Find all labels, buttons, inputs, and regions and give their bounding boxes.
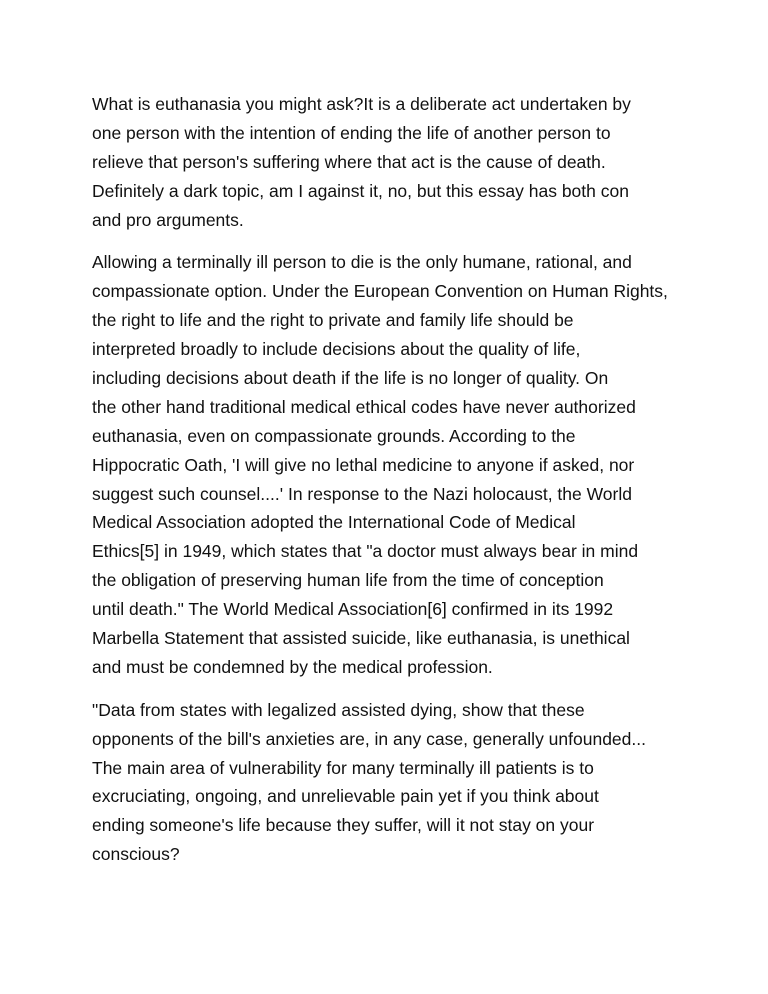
text-line: opponents of the bill's anxieties are, in any case, generally unfounded... bbox=[92, 728, 646, 749]
text-line: and must be condemned by the medical profession. bbox=[92, 656, 493, 677]
text-line: "Data from states with legalized assisted dying, show that these bbox=[92, 699, 585, 720]
text-line: The main area of vulnerability for many terminally ill patients is to bbox=[92, 757, 594, 778]
text-line: Ethics[5] in 1949, which states that "a doctor must always bear in mind bbox=[92, 541, 639, 562]
paragraph bbox=[92, 90, 668, 234]
text-line: and pro arguments. bbox=[92, 209, 244, 230]
text-line: excruciating, ongoing, and unrelievable pain yet if you think about bbox=[92, 786, 599, 807]
text-line: interpreted broadly to include decisions about the quality of life, bbox=[92, 339, 581, 360]
text-line: ending someone's life because they suffer, will it not stay on your bbox=[92, 815, 595, 836]
text-line: including decisions about death if the life is no longer of quality. On bbox=[92, 368, 609, 389]
text-line: one person with the intention of ending the life of another person to bbox=[92, 122, 611, 143]
paragraph bbox=[92, 696, 668, 869]
paragraph bbox=[92, 248, 668, 681]
text-line: relieve that person's suffering where that act is the cause of death. bbox=[92, 151, 606, 172]
text-line: the obligation of preserving human life from the time of conception bbox=[92, 570, 604, 591]
text-line: What is euthanasia you might ask?It is a deliberate act undertaken by bbox=[92, 94, 631, 114]
text-line: Definitely a dark topic, am I against it, no, but this essay has both con bbox=[92, 180, 629, 201]
text-line: euthanasia, even on compassionate grounds. According to the bbox=[92, 425, 576, 446]
text-line: the other hand traditional medical ethical codes have never authorized bbox=[92, 396, 636, 417]
text-line: conscious? bbox=[92, 844, 180, 865]
text-line: Marbella Statement that assisted suicide, like euthanasia, is unethical bbox=[92, 628, 630, 649]
text-line: Allowing a terminally ill person to die is the only humane, rational, and bbox=[92, 252, 632, 273]
text-line: compassionate option. Under the European Convention on Human Rights, bbox=[92, 281, 668, 302]
text-line: Medical Association adopted the International Code of Medical bbox=[92, 512, 576, 533]
text-line: the right to life and the right to private and family life should be bbox=[92, 310, 574, 331]
document-body bbox=[92, 90, 668, 883]
text-line: until death." The World Medical Association[6] confirmed in its 1992 bbox=[92, 599, 614, 620]
text-line: Hippocratic Oath, 'I will give no lethal medicine to anyone if asked, nor bbox=[92, 454, 635, 475]
text-line: suggest such counsel....' In response to the Nazi holocaust, the World bbox=[92, 483, 632, 504]
